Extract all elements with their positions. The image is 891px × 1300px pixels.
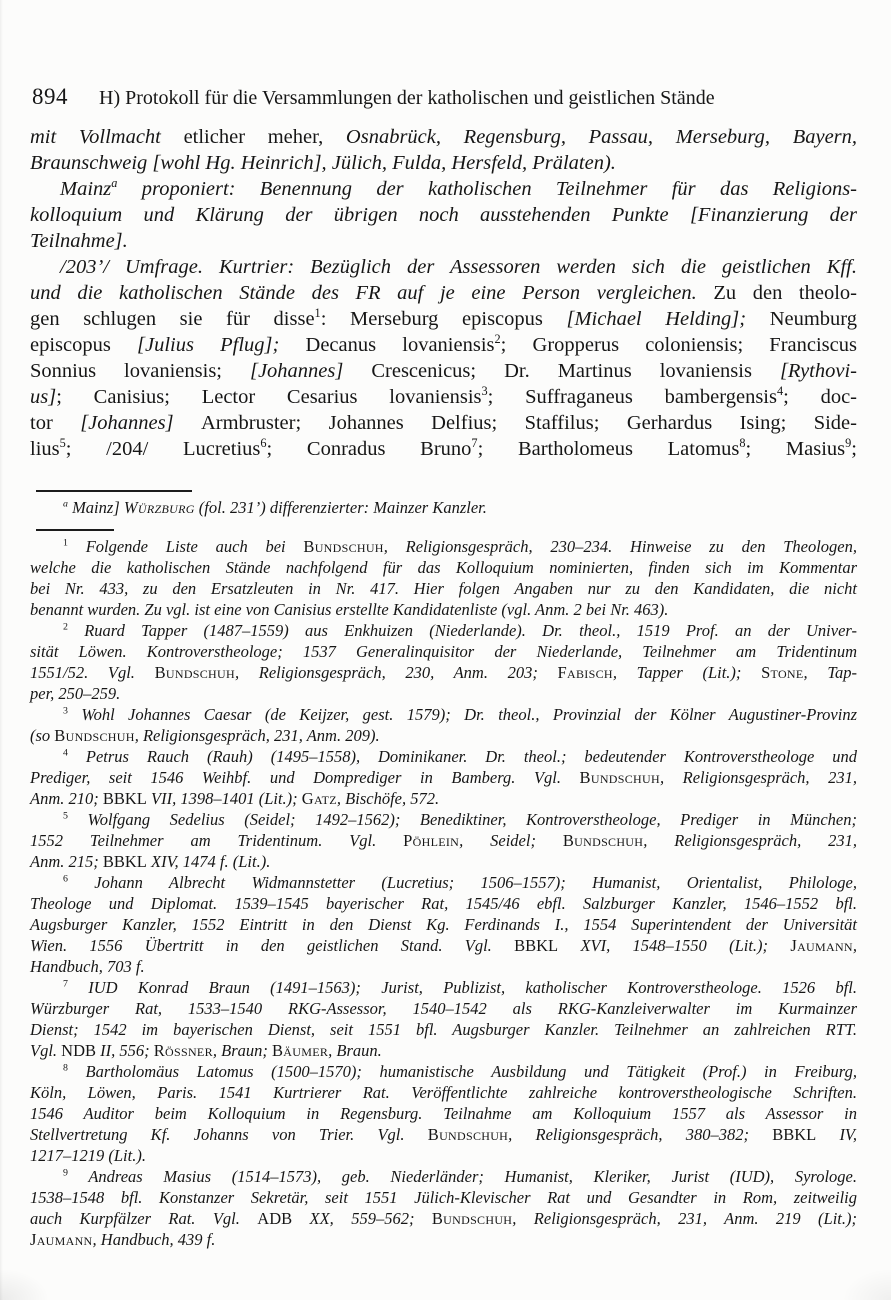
- text-line: [30, 1145, 857, 1166]
- text-run: (so: [30, 726, 55, 745]
- text-line: [30, 384, 857, 410]
- text-run: Sonnius lovaniensis;: [30, 360, 250, 382]
- text-line: [30, 1229, 857, 1250]
- text-run: , Religionsgespräch, 230–234. Hinweise zu den Theologen,: [383, 537, 857, 556]
- text-run: [Julius Pflug];: [137, 334, 306, 356]
- text-run: ;: [851, 438, 857, 460]
- text-line: [30, 557, 857, 578]
- text-run: IUD Konrad Braun (1491–1563); Jurist, Publizist, katholischer Kontroverstheologe. 1526 bfl.: [67, 978, 857, 997]
- text-line: [30, 176, 857, 202]
- footnote-ref: 8: [63, 1062, 68, 1074]
- text-run: 1217–1219 (Lit.).: [30, 1146, 146, 1165]
- text-run: [Michael Helding];: [566, 308, 770, 330]
- text-run: , Religionsgespräch, 230, Anm. 203;: [234, 663, 558, 682]
- text-line: [30, 977, 857, 998]
- text-run: [Johannes]: [80, 412, 201, 434]
- paragraph: [30, 1061, 857, 1166]
- text-run: ADB: [257, 1209, 293, 1228]
- text-line: [30, 641, 857, 662]
- footnote-ref: 6: [260, 436, 267, 451]
- text-run: , Handbuch, 439 f.: [92, 1230, 216, 1249]
- text-run: ; doc-: [783, 386, 857, 408]
- text-line: [30, 893, 857, 914]
- text-run: Würzburger Rat, 1533–1540 RKG-Assessor, 1540–1542 als RKG-Kanzleiverwalter im Kurmainzer: [30, 999, 857, 1018]
- text-run: Fabisch: [557, 663, 613, 682]
- footnote-ref: 4: [63, 747, 68, 759]
- text-line: [30, 914, 857, 935]
- text-run: Armbruster; Johannes Delfius; Staffilus; Gerhardus Ising; Side-: [200, 412, 857, 434]
- footnote-ref: 5: [63, 810, 68, 822]
- text-run: XVI, 1548–1550 (Lit.);: [558, 936, 791, 955]
- text-run: Folgende Liste auch bei: [67, 537, 304, 556]
- footnote-ref: 7: [63, 978, 68, 990]
- footnote-ref: a: [63, 498, 68, 510]
- text-run: Bundschuh: [303, 537, 384, 556]
- text-run: , Religionsgespräch, 231, Anm. 219 (Lit.);: [512, 1209, 857, 1228]
- text-run: Bundschuh: [562, 831, 644, 850]
- paragraph: [30, 536, 857, 620]
- text-run: auch Kurpfälzer Rat. Vgl.: [30, 1209, 258, 1228]
- text-run: ; Masius: [745, 438, 846, 460]
- text-line: [30, 358, 857, 384]
- footnote-ref: 8: [739, 436, 746, 451]
- text-run: etlicher meher,: [183, 126, 346, 148]
- text-run: Augsburger Kanzler, 1552 Eintritt in den Dienst Kg. Ferdinands I., 1554 Superintendent der Universität: [30, 915, 857, 934]
- text-line: [30, 830, 857, 851]
- text-run: Wolfgang Sedelius (Seidel; 1492–1562); Benediktiner, Kontroverstheologe, Prediger in München;: [67, 810, 857, 829]
- text-run: , Bischöfe, 572.: [336, 789, 440, 808]
- text-run: , Tapper (Lit.);: [612, 663, 762, 682]
- main-text-block: [30, 124, 857, 462]
- text-line: [30, 620, 857, 641]
- paragraph: [30, 1166, 857, 1250]
- text-line: [30, 536, 857, 557]
- footnotes-block: [30, 536, 857, 1250]
- text-line: [30, 746, 857, 767]
- text-run: , Religionsgespräch, 231,: [659, 768, 857, 787]
- text-run: Crescenicus; Dr. Martinus lovaniensis: [371, 360, 780, 382]
- text-line: [30, 228, 857, 254]
- text-run: ,: [852, 936, 858, 955]
- page-number: 894: [32, 84, 68, 109]
- text-run: mit Vollmacht: [30, 126, 184, 148]
- text-run: und die katholischen Stände des FR auf je eine Person vergleichen.: [30, 282, 714, 304]
- footnote-ref: 1: [63, 537, 68, 549]
- footnote-ref: 7: [471, 436, 478, 451]
- text-run: Würzburg: [123, 498, 195, 517]
- paragraph: [30, 977, 857, 1061]
- text-run: Decanus lovaniensis: [305, 334, 495, 356]
- text-run: proponiert: Benennung der katholischen Teilnehmer für das Religions-: [117, 178, 857, 200]
- text-line: [30, 935, 857, 956]
- text-run: , Seidel;: [459, 831, 563, 850]
- text-run: Bundschuh: [431, 1209, 513, 1228]
- text-run: Ruard Tapper (1487–1559) aus Enkhuizen (Niederlande). Dr. theol., 1519 Prof. an der Univer-: [67, 621, 857, 640]
- footnote-ref: 4: [776, 384, 784, 399]
- text-line: [30, 202, 857, 228]
- text-run: (fol. 231’) differenzierter: Mainzer Kanzler.: [194, 498, 487, 517]
- text-run: BBKL: [102, 789, 147, 808]
- text-run: Bundschuh: [579, 768, 660, 787]
- text-run: Anm. 215;: [30, 852, 103, 871]
- text-run: Osnabrück, Regensburg, Passau, Merseburg, Bayern,: [345, 126, 858, 148]
- text-run: Stellvertretung Kf. Johanns von Trier. Vgl.: [30, 1125, 428, 1144]
- text-run: XIV, 1474 f. (Lit.).: [146, 852, 271, 871]
- text-run: ; Suffraganeus bambergensis: [487, 386, 777, 408]
- text-run: Braunschweig [wohl Hg. Heinrich], Jülich, Fulda, Hersfeld, Prälaten).: [30, 152, 616, 174]
- footnote-ref: 3: [481, 384, 488, 399]
- text-run: ; Canisius; Lector Cesarius lovaniensis: [56, 386, 482, 408]
- text-run: Bartholomäus Latomus (1500–1570); humanistische Ausbildung und Tätigkeit (Prof.) in Freiburg,: [67, 1062, 857, 1081]
- text-run: , Religionsgespräch, 231, Anm. 209).: [134, 726, 380, 745]
- text-line: [30, 1082, 857, 1103]
- text-run: Wien. 1556 Übertritt in den geistlichen Stand. Vgl.: [30, 936, 515, 955]
- text-run: bei Nr. 433, zu den Ersatzleuten in Nr. 417. Hier folgen Angaben nur zu den Kandidaten, die nicht: [30, 579, 857, 598]
- text-run: Rössner: [153, 1041, 213, 1060]
- text-run: Köln, Löwen, Paris. 1541 Kurtrierer Rat. Veröffentlichte zahlreiche kontroverstheologische Schriften.: [30, 1083, 857, 1102]
- text-line: [30, 1061, 857, 1082]
- text-line: [30, 872, 857, 893]
- text-run: Bundschuh: [54, 726, 135, 745]
- text-run: , Braun;: [212, 1041, 272, 1060]
- text-run: [Rythovi-: [779, 360, 857, 382]
- paragraph: [30, 124, 857, 176]
- text-run: Bundschuh: [154, 663, 235, 682]
- text-line: [30, 280, 857, 306]
- text-line: [30, 1103, 857, 1124]
- text-line: [30, 1166, 857, 1187]
- paragraph: [30, 497, 857, 518]
- text-run: , Religionsgespräch, 231,: [643, 831, 857, 850]
- text-run: tor: [30, 412, 81, 434]
- text-run: Dienst; 1542 im bayerischen Dienst, seit 1551 bfl. Augsburger Kanzler. Teilnehmer an zahlreichen RTT.: [30, 1020, 857, 1039]
- text-line: [30, 599, 857, 620]
- text-line: [30, 578, 857, 599]
- footnote-ref: 9: [63, 1167, 68, 1179]
- text-run: 1538–1548 bfl. Konstanzer Sekretär, seit 1551 Jülich-Klevischer Rat und Gesandter in Rom, zeitweilig: [30, 1188, 857, 1207]
- text-run: lius: [30, 438, 60, 460]
- paragraph: [30, 620, 857, 704]
- text-run: episcopus: [30, 334, 138, 356]
- text-run: kolloquium und Klärung der übrigen noch ausstehenden Punkte [Finanzierung der: [30, 204, 857, 226]
- text-run: 1551/52. Vgl.: [30, 663, 155, 682]
- text-line: [30, 788, 857, 809]
- footnote-ref: 1: [314, 306, 321, 321]
- text-run: II, 556;: [96, 1041, 154, 1060]
- text-run: , Tap-: [803, 663, 857, 682]
- footnote-ref: 3: [63, 705, 68, 717]
- text-line: [30, 1040, 857, 1061]
- text-run: : Merseburg episcopus: [320, 308, 567, 330]
- text-line: [30, 851, 857, 872]
- text-line: [30, 254, 857, 280]
- text-run: Pöhlein: [403, 831, 460, 850]
- text-run: ; Conradus Bruno: [266, 438, 472, 460]
- text-run: , Religionsgespräch, 380–382;: [508, 1125, 773, 1144]
- text-run: NDB: [61, 1041, 97, 1060]
- paragraph: [30, 254, 857, 462]
- text-run: ; Bartholomeus Latomus: [477, 438, 740, 460]
- footnote-ref: 9: [845, 436, 852, 451]
- text-run: BBKL: [772, 1125, 817, 1144]
- text-run: /203’/ Umfrage. Kurtrier: Bezüglich der Assessoren werden sich die geistlichen Kff.: [60, 256, 857, 278]
- paragraph: [30, 704, 857, 746]
- text-run: Jaumann: [30, 1230, 93, 1249]
- text-run: Prediger, seit 1546 Weihbf. und Domprediger in Bamberg. Vgl.: [30, 768, 580, 787]
- text-line: [30, 704, 857, 725]
- footnote-ref: 2: [63, 621, 68, 633]
- text-line: [30, 1124, 857, 1145]
- text-run: Petrus Rauch (Rauh) (1495–1558), Dominikaner. Dr. theol.; bedeutender Kontroverstheologe und: [67, 747, 857, 766]
- footnote-ref: 2: [494, 332, 501, 347]
- text-run: welche die katholischen Stände nachfolgend für das Kolloquium nominierten, finden sich im Kommentar: [30, 558, 857, 577]
- text-run: us]: [30, 386, 57, 408]
- text-run: Vgl.: [30, 1041, 62, 1060]
- paragraph: [30, 872, 857, 977]
- text-run: Johann Albrecht Widmannstetter (Lucretius; 1506–1557); Humanist, Orientalist, Philologe,: [67, 873, 857, 892]
- text-line: [30, 410, 857, 436]
- text-run: Bundschuh: [427, 1125, 509, 1144]
- text-run: [Johannes]: [249, 360, 372, 382]
- text-line: [30, 1187, 857, 1208]
- text-line: [30, 725, 857, 746]
- paragraph: [30, 176, 857, 254]
- text-run: 1546 Auditor beim Kolloquium in Regensburg. Teilnahme am Kolloquium 1557 als Assessor in: [30, 1104, 857, 1123]
- text-line: [30, 124, 857, 150]
- text-run: benannt wurden. Zu vgl. ist eine von Canisius erstellte Kandidatenliste (vgl. Anm. 2 bei Nr. 463).: [30, 600, 669, 619]
- footnote-ref: 5: [59, 436, 66, 451]
- apparatus-separator-rule: [36, 490, 192, 492]
- text-run: Teilnahme].: [30, 230, 128, 252]
- text-line: [30, 1019, 857, 1040]
- running-head-title: H) Protokoll für die Versammlungen der katholischen und geistlichen Stände: [99, 87, 715, 109]
- text-run: gen schlugen sie für disse: [30, 308, 315, 330]
- critical-apparatus-block: [30, 497, 857, 518]
- paragraph: [30, 746, 857, 809]
- text-line: [30, 767, 857, 788]
- text-run: BBKL: [514, 936, 559, 955]
- text-run: Neumburg: [769, 308, 857, 330]
- text-run: Theologe und Diplomat. 1539–1545 bayerischer Rat, 1545/46 ebfl. Salzburger Kanzler, 1546–1552 bfl.: [30, 894, 857, 913]
- text-line: [30, 150, 857, 176]
- text-run: Wohl Johannes Caesar (de Keijzer, gest. 1579); Dr. theol., Provinzial der Kölner Augustiner-Provinz: [67, 705, 857, 724]
- text-line: [30, 998, 857, 1019]
- text-run: Bäumer: [272, 1041, 329, 1060]
- text-run: 1552 Teilnehmer am Tridentinum. Vgl.: [30, 831, 404, 850]
- text-run: VII, 1398–1401 (Lit.);: [146, 789, 302, 808]
- text-run: XX, 559–562;: [292, 1209, 432, 1228]
- text-line: [30, 497, 857, 518]
- paragraph: [30, 809, 857, 872]
- text-run: BBKL: [102, 852, 147, 871]
- text-run: Anm. 210;: [30, 789, 103, 808]
- text-run: Gatz: [301, 789, 337, 808]
- text-run: Stone: [761, 663, 804, 682]
- text-line: [30, 683, 857, 704]
- text-line: [30, 306, 857, 332]
- text-run: Jaumann: [790, 936, 853, 955]
- text-run: per, 250–259.: [30, 684, 121, 703]
- text-run: Zu den theolo-: [713, 282, 857, 304]
- text-run: Andreas Masius (1514–1573), geb. Niederländer; Humanist, Kleriker, Jurist (IUD), Syrologe.: [67, 1167, 857, 1186]
- running-head: [32, 84, 857, 110]
- text-line: [30, 1208, 857, 1229]
- footnote-separator-rule: [36, 529, 114, 531]
- text-run: , Braun.: [328, 1041, 382, 1060]
- text-line: [30, 662, 857, 683]
- footnote-ref: a: [111, 176, 118, 191]
- text-line: [30, 809, 857, 830]
- text-line: [30, 332, 857, 358]
- text-run: ; Gropperus coloniensis; Franciscus: [500, 334, 857, 356]
- text-line: [30, 436, 857, 462]
- text-line: [30, 956, 857, 977]
- text-run: Mainz: [60, 178, 112, 200]
- text-run: IV,: [816, 1125, 858, 1144]
- text-run: Mainz]: [67, 498, 124, 517]
- text-run: ; /204/ Lucretius: [65, 438, 261, 460]
- text-run: Handbuch, 703 f.: [30, 957, 145, 976]
- text-run: sität Löwen. Kontroverstheologe; 1537 Generalinquisitor der Niederlande, Teilnehmer am Tridentinum: [30, 642, 857, 661]
- footnote-ref: 6: [63, 873, 68, 885]
